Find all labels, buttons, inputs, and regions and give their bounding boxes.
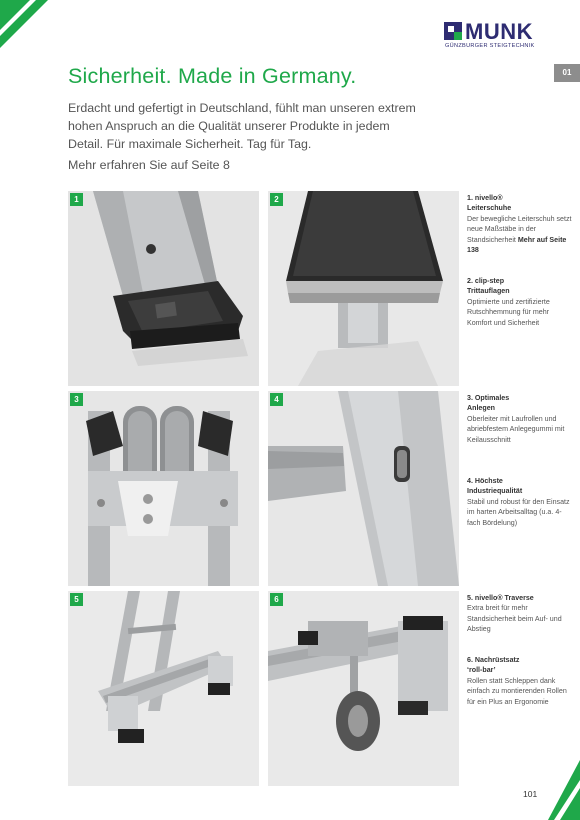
logo-tagline: GÜNZBURGER STEIGTECHNIK: [445, 43, 535, 49]
caption-6-subtitle: ‘roll-bar’: [467, 666, 496, 675]
caption-2-body: Optimierte und zertifizierte Rutschhemmung für mehr Komfort und Sicherheit: [467, 297, 550, 327]
caption-2: [467, 276, 572, 328]
caption-5: [467, 593, 572, 635]
photo-number: 6: [270, 593, 283, 606]
photo-number: 5: [70, 593, 83, 606]
caption-3-subtitle: Anlegen: [467, 404, 495, 413]
caption-4-subtitle: Industriequalität: [467, 487, 523, 496]
photo-number: 3: [70, 393, 83, 406]
caption-4-title: 4. Höchste: [467, 477, 503, 485]
caption-1-body: Der bewegliche Leiterschuh setzt neue Maßstäbe in der Standsicherheit: [467, 214, 572, 244]
caption-3-body: Oberleiter mit Laufrollen und abriebfestem Anlegegummi mit Keilausschnitt: [467, 414, 565, 444]
photo-rollers: [68, 391, 259, 586]
caption-2-subtitle: Trittauflagen: [467, 287, 510, 296]
corner-accent-bottom-right: [548, 760, 580, 820]
section-tab: 01: [554, 64, 580, 82]
photo-profile: [268, 391, 459, 586]
caption-5-body: Extra breit für mehr Standsicherheit beim Auf- und Abstieg: [467, 604, 562, 634]
caption-4: [467, 476, 572, 528]
profile-detail-photo-icon: [268, 391, 459, 586]
caption-1-title: 1. nivello®: [467, 194, 503, 202]
photo-roll-bar: [268, 591, 459, 786]
corner-accent-top-left: [0, 0, 48, 48]
photo-traverse: [68, 591, 259, 786]
photo-ladder-shoe: [68, 191, 259, 386]
caption-5-title: 5. nivello® Traverse: [467, 594, 534, 602]
caption-3: [467, 393, 572, 445]
clip-step-tread-photo-icon: [268, 191, 459, 386]
caption-6-title: 6. Nachrüstsatz: [467, 656, 520, 664]
page-heading: Sicherheit. Made in Germany.: [68, 64, 357, 88]
roll-bar-photo-icon: [268, 591, 459, 786]
caption-2-title: 2. clip-step: [467, 277, 505, 285]
photo-number: 1: [70, 193, 83, 206]
caption-6: [467, 655, 572, 707]
brand-logo: [444, 20, 544, 48]
caption-1-more[interactable]: Mehr auf Seite 138: [467, 235, 567, 255]
ladder-shoe-photo-icon: [68, 191, 259, 386]
rollers-photo-icon: [68, 391, 259, 586]
traverse-photo-icon: [68, 591, 259, 786]
logo-mark-icon: [444, 22, 462, 40]
caption-1: [467, 193, 572, 255]
more-info-link[interactable]: Mehr erfahren Sie auf Seite 8: [68, 158, 230, 172]
photo-number: 2: [270, 193, 283, 206]
photo-clip-step: [268, 191, 459, 386]
photo-number: 4: [270, 393, 283, 406]
caption-6-body: Rollen statt Schleppen dank einfach zu montierenden Rollen für ein Plus an Ergonomie: [467, 676, 567, 706]
logo-name: MUNK: [465, 19, 533, 44]
page-number: 101: [523, 789, 538, 799]
intro-text: Erdacht und gefertigt in Deutschland, fühlt man unseren extrem hohen Anspruch an die Qualität unserer Produkte in jedem Detail. Für maximale Sicherheit. Tag für Tag.: [68, 101, 416, 151]
caption-1-subtitle: Leiterschuhe: [467, 204, 512, 213]
caption-4-body: Stabil und robust für den Einsatz im harten Arbeitsalltag (u.a. 4-fach Bördelung): [467, 497, 570, 527]
caption-3-title: 3. Optimales: [467, 394, 510, 402]
